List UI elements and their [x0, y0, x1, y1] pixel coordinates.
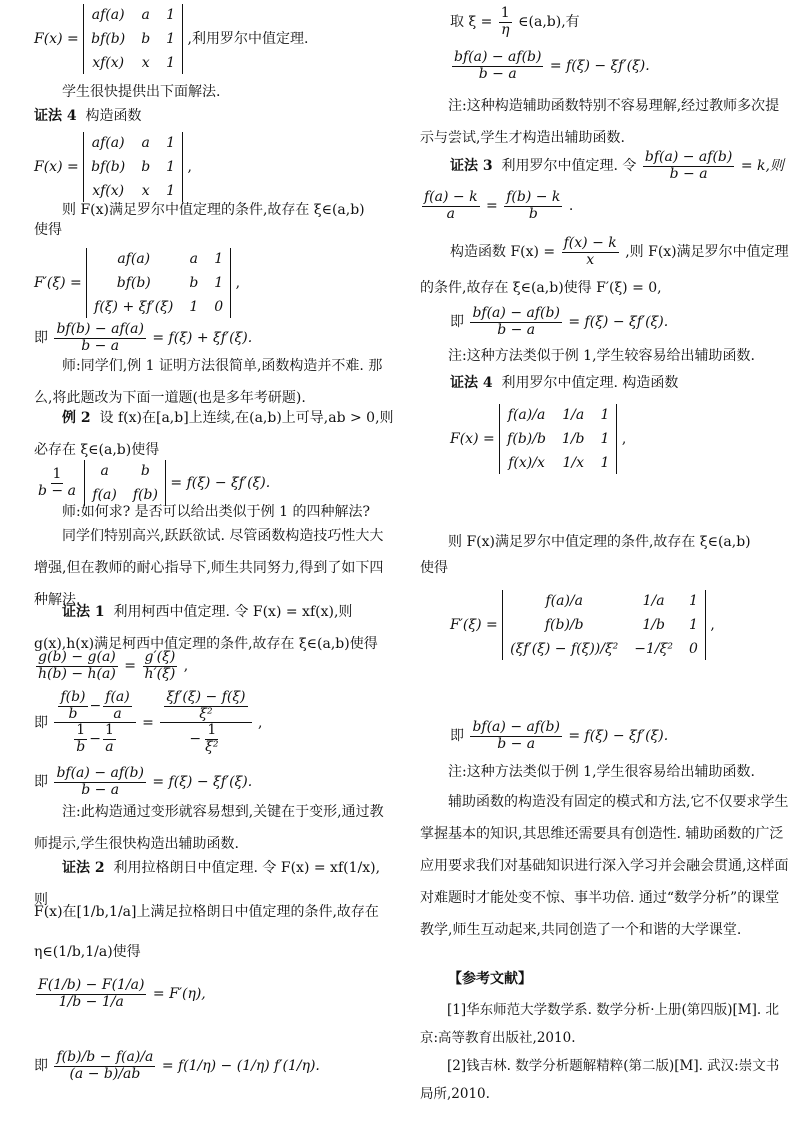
formula-text: , — [187, 159, 192, 175]
formula-f2 — [34, 132, 192, 202]
denominator: b − a — [38, 482, 76, 499]
denominator: b — [68, 705, 78, 722]
proof-text: 利用拉格朗日中值定理. 令 F(x) = xf(1/x),则 — [34, 860, 381, 908]
fraction — [422, 190, 480, 222]
fraction — [643, 150, 734, 182]
formula-text: 即 — [34, 1058, 48, 1075]
proof-text: 利用罗尔中值定理. 构造函数 — [501, 375, 679, 391]
paragraph: 则 F(x)满足罗尔中值定理的条件,故存在 ξ∈(a,b) — [62, 202, 365, 218]
formula-text: = f(ξ) − ξf′(ξ). — [170, 475, 271, 491]
paragraph: η∈(1/b,1/a)使得 — [34, 944, 141, 960]
numerator: bf(b) − af(a) — [56, 321, 144, 337]
reference-item: [2]钱吉林. 数学分析题解精粹(第二版)[M]. 武汉:崇文书局所,2010. — [420, 1058, 780, 1102]
determinant — [502, 590, 706, 660]
determinant-cell: b — [141, 159, 151, 175]
determinant-cell: 0 — [214, 299, 224, 315]
operator: − — [89, 731, 101, 748]
determinant-cell: 1 — [166, 31, 176, 47]
paragraph: 同学们特别高兴,跃跃欲试. 尽管函数构造技巧性大大增强,但在教师的耐心指导下,师生共同努力,得到了如下四种解法. — [34, 528, 384, 608]
formula-text: , — [257, 714, 263, 731]
fraction — [36, 650, 118, 682]
determinant-cell: 1/a — [562, 407, 585, 423]
proof-text: 利用罗尔中值定理. 令 — [501, 158, 637, 175]
denominator: ξ² — [199, 705, 213, 722]
formula-text: , — [710, 617, 715, 633]
numerator: 1 — [207, 722, 217, 739]
numerator: bf(a) − af(b) — [644, 149, 733, 165]
formula-f9 — [34, 978, 206, 1010]
denominator: b — [528, 205, 538, 222]
determinant-cell: b — [140, 463, 150, 479]
determinant-cell: 1/a — [642, 593, 665, 609]
formula-r2 — [450, 50, 650, 82]
formula-f1 — [34, 4, 308, 74]
formula-f3 — [34, 248, 240, 318]
formula-text: , — [621, 431, 627, 447]
determinant-cell: 1 — [166, 135, 176, 151]
formula-text: ∈(a,b),有 — [518, 14, 580, 31]
formula-f8 — [34, 766, 252, 798]
denominator: a — [446, 205, 455, 222]
denominator: b — [76, 739, 86, 756]
paragraph: 的条件,故存在 ξ∈(a,b)使得 F′(ξ) = 0, — [420, 280, 662, 296]
fraction — [164, 690, 247, 722]
compound-fraction — [54, 690, 135, 756]
paragraph: 师:如何求? 是否可以给出类似于例 1 的四种解法? — [62, 504, 370, 520]
formula-text: . — [568, 198, 574, 215]
example-2 — [34, 402, 394, 466]
formula-text: F(x) = — [450, 431, 495, 447]
numerator: 1 — [76, 722, 86, 739]
determinant-cell: f(x)/x — [508, 455, 545, 471]
fraction — [58, 690, 87, 722]
note-paragraph: 注:此构造通过变形就容易想到,关键在于变形,通过教师提示,学生很快构造出辅助函数. — [34, 804, 384, 852]
formula-r7 — [450, 404, 626, 474]
denominator: η — [501, 21, 510, 38]
formula-text: = k,则 — [740, 158, 784, 175]
determinant-cell: 1/b — [642, 617, 665, 633]
formula-r6 — [450, 306, 668, 338]
formula-text: = f(1/η) − (1/η) f′(1/η). — [161, 1058, 320, 1075]
example-text: 设 f(x)在[a,b]上连续,在(a,b)上可导,ab > 0,则必存在 ξ∈(a,b)使得 — [34, 410, 394, 458]
determinant-cell: f(b)/b — [507, 431, 546, 447]
determinant-cell: −1/ξ² — [634, 641, 673, 657]
proof-title: 构造函数 — [85, 108, 142, 124]
determinant-cell: b — [189, 275, 199, 291]
determinant-cell: 0 — [688, 641, 698, 657]
determinant-cell: xf(x) — [92, 183, 125, 199]
compound-denominator — [70, 723, 120, 755]
determinant-cell: b — [141, 31, 151, 47]
reference-item: [1]华东师范大学数学系. 数学分析·上册(第四版)[M]. 北京:高等教育出版社,2010. — [420, 1002, 779, 1046]
formula-text: 即 — [450, 314, 464, 331]
formula-text: = F′(η), — [152, 986, 206, 1003]
determinant-cell: 1 — [166, 159, 176, 175]
numerator: f(b) − k — [506, 189, 561, 205]
numerator: bf(a) − af(b) — [454, 49, 542, 65]
denominator: b − a — [497, 321, 536, 338]
compound-numerator — [160, 690, 251, 723]
proof-text: 利用柯西中值定理. 令 F(x) = xf(x),则 g(x),h(x)满足柯西中值定理的条件,故存在 ξ∈(a,b)使得 — [34, 604, 378, 652]
numerator: 1 — [500, 5, 510, 21]
denominator: a — [105, 739, 114, 756]
denominator: a — [113, 705, 122, 722]
formula-text: , — [235, 275, 241, 291]
formula-text: = f(ξ) − ξf′(ξ). — [568, 728, 669, 745]
conclusion-paragraph: 辅助函数的构造没有固定的模式和方法,它不仅要求学生掌握基本的知识,其思维还需要具有创造性. 辅助函数的广泛应用要求我们对基础知识进行深入学习并会融会贯通,这样面对难题时才能处变不惊、事半功倍. 通过“数学分析”的课堂教学,师生互动起来,共同创造了一个和谐的大学课堂. — [420, 794, 789, 938]
fraction — [142, 650, 177, 682]
denominator: x — [586, 251, 595, 268]
denominator: h(b) − h(a) — [38, 665, 116, 682]
determinant-cell: f(a) — [92, 487, 117, 503]
determinant-cell: x — [141, 183, 150, 199]
numerator: f(b)/b − f(a)/a — [56, 1049, 154, 1065]
numerator: 1 — [104, 722, 114, 739]
formula-text: 即 — [34, 774, 48, 791]
paragraph: F(x)在[1/b,1/a]上满足拉格朗日中值定理的条件,故存在 — [34, 904, 379, 920]
numerator: f(a) − k — [424, 189, 478, 205]
formula-text: 即 — [450, 728, 464, 745]
formula-f7 — [34, 690, 262, 756]
determinant-cell: 1 — [166, 55, 176, 71]
determinant-cell: 1 — [214, 251, 224, 267]
proof-label: 证法 4 — [450, 375, 493, 391]
fraction — [74, 723, 87, 755]
numerator: bf(a) − af(b) — [472, 719, 560, 735]
determinant-cell: af(a) — [91, 7, 125, 23]
formula-text: = f(ξ) − ξf′(ξ). — [568, 314, 669, 331]
denominator: b − a — [478, 65, 517, 82]
numerator: 1 — [52, 465, 62, 482]
determinant-cell: 1 — [688, 593, 698, 609]
operator: − — [89, 698, 102, 715]
numerator: g(b) − g(a) — [38, 649, 116, 665]
operator: − — [189, 731, 202, 748]
numerator: bf(a) − af(b) — [472, 305, 560, 321]
formula-text: F(x) = — [34, 159, 79, 175]
denominator: (a − b)/ab — [69, 1065, 141, 1082]
fraction — [499, 6, 512, 38]
fraction — [504, 190, 562, 222]
proof-heading — [34, 107, 142, 125]
denominator: b − a — [81, 781, 120, 798]
determinant-cell: (ξf′(ξ) − f(ξ))/ξ² — [510, 641, 619, 657]
formula-text: 即 — [34, 714, 48, 731]
determinant-cell: a — [141, 7, 150, 23]
fraction — [470, 306, 561, 338]
formula-text: F(x) = — [34, 31, 79, 47]
numerator: f(x) − k — [563, 235, 617, 251]
proof-3 — [450, 150, 784, 182]
formula-text: 取 ξ = — [450, 14, 493, 31]
paragraph: 使得 — [420, 560, 448, 576]
formula-text: F′(ξ) = — [34, 275, 82, 291]
determinant-cell: a — [100, 463, 109, 479]
determinant-cell: f(ξ) + ξf′(ξ) — [94, 299, 174, 315]
formula-text: 构造函数 F(x) = — [450, 244, 556, 261]
formula-r10 — [450, 590, 715, 660]
proof-label: 证法 4 — [34, 108, 77, 124]
determinant-cell: xf(x) — [92, 55, 125, 71]
example-label: 例 2 — [62, 410, 91, 426]
numerator: g′(ξ) — [144, 649, 176, 665]
fraction — [452, 50, 543, 82]
formula-r3: $\frac{f(a) - k}{a}$ = $\frac{f(b) - k}{b}$ . — [424, 189, 574, 222]
determinant-cell: bf(b) — [91, 31, 126, 47]
formula-text: = f(ξ) − ξf′(ξ). — [549, 58, 650, 75]
references-heading: 【参考文献】 — [448, 971, 532, 987]
determinant — [86, 248, 231, 318]
numerator: F(1/b) − F(1/a) — [38, 977, 145, 993]
note-paragraph: 注:这种方法类似于例 1,学生很容易给出辅助函数. — [448, 764, 755, 780]
determinant-cell: 1 — [166, 183, 176, 199]
denominator: b − a — [669, 165, 708, 182]
paragraph: 则 F(x)满足罗尔中值定理的条件,故存在 ξ∈(a,b) — [448, 534, 751, 550]
numerator: f(a) — [105, 689, 130, 705]
fraction — [103, 723, 116, 755]
fraction — [203, 723, 220, 755]
paragraph: 学生很快提供出下面解法. — [62, 84, 221, 100]
formula-r4 — [450, 236, 789, 268]
determinant-cell: 1 — [600, 407, 610, 423]
determinant-cell: x — [141, 55, 150, 71]
paragraph: 使得 — [34, 222, 62, 238]
compound-fraction — [160, 690, 251, 756]
fraction — [36, 467, 78, 499]
formula-text: = f(ξ) − ξf′(ξ). — [152, 774, 253, 791]
determinant-cell: 1/b — [561, 431, 585, 447]
formula-text: , — [183, 658, 189, 675]
denominator: 1/b − 1/a — [58, 993, 124, 1010]
formula-f6: $\frac{g(b) - g(a)}{h(b) - h(a)}$ = $\frac{g'(\xi)}{h'(\xi)}$ , — [38, 649, 189, 682]
note-paragraph: 注:这种方法类似于例 1,学生较容易给出辅助函数. — [448, 348, 755, 364]
denominator: b − a — [81, 337, 120, 354]
proof-label: 证法 1 — [62, 604, 105, 620]
proof-4 — [450, 374, 678, 392]
determinant-cell: af(a) — [91, 135, 125, 151]
denominator: ξ² — [205, 739, 219, 756]
determinant-cell: a — [189, 251, 198, 267]
determinant-cell: 1 — [189, 299, 199, 315]
numerator: f(b) — [60, 689, 86, 705]
determinant-cell: 1 — [214, 275, 224, 291]
determinant-cell: f(a)/a — [545, 593, 583, 609]
fraction — [562, 236, 619, 268]
determinant-cell: bf(b) — [116, 275, 151, 291]
determinant-cell: bf(b) — [91, 159, 126, 175]
formula-text: ,则 F(x)满足罗尔中值定理 — [625, 244, 789, 261]
fraction — [54, 766, 145, 798]
numerator: ξf′(ξ) − f(ξ) — [166, 689, 246, 705]
fraction — [103, 690, 131, 722]
operator: = — [142, 714, 154, 731]
formula-text: ,利用罗尔中值定理. — [187, 31, 309, 47]
fraction — [36, 978, 146, 1010]
determinant — [83, 132, 183, 202]
proof-label: 证法 3 — [450, 158, 493, 175]
determinant-cell: 1 — [600, 455, 610, 471]
formula-text: F′(ξ) = — [450, 617, 498, 633]
determinant-cell: a — [141, 135, 150, 151]
determinant-cell: 1 — [600, 431, 610, 447]
determinant-cell: 1 — [688, 617, 698, 633]
determinant — [83, 4, 183, 74]
denominator: h′(ξ) — [144, 665, 176, 682]
numerator: bf(a) − af(b) — [56, 765, 144, 781]
note-paragraph: 注:这种构造辅助函数特别不容易理解,经过教师多次提示与尝试,学生才构造出辅助函数. — [420, 98, 780, 146]
formula-text: = f(ξ) + ξf′(ξ). — [152, 330, 253, 347]
formula-r1 — [450, 6, 580, 38]
determinant-cell: 1/x — [562, 455, 584, 471]
formula-text: 即 — [34, 330, 48, 347]
determinant-cell: af(a) — [117, 251, 151, 267]
fraction — [54, 1050, 155, 1082]
paragraph: 师:同学们,例 1 证明方法很简单,函数构造并不难. 那么,将此题改为下面一道题(也是多年考研题). — [34, 358, 383, 406]
determinant-cell: f(b)/b — [544, 617, 584, 633]
denominator: b − a — [497, 735, 536, 752]
determinant — [499, 404, 617, 474]
determinant-cell: 1 — [166, 7, 176, 23]
fraction — [470, 720, 561, 752]
compound-denominator — [187, 723, 224, 755]
formula-r11 — [450, 720, 668, 752]
determinant-cell: f(b) — [132, 487, 158, 503]
formula-f10 — [34, 1050, 320, 1082]
proof-label: 证法 2 — [62, 860, 105, 876]
determinant-cell: f(a)/a — [507, 407, 546, 423]
compound-numerator — [54, 690, 135, 723]
